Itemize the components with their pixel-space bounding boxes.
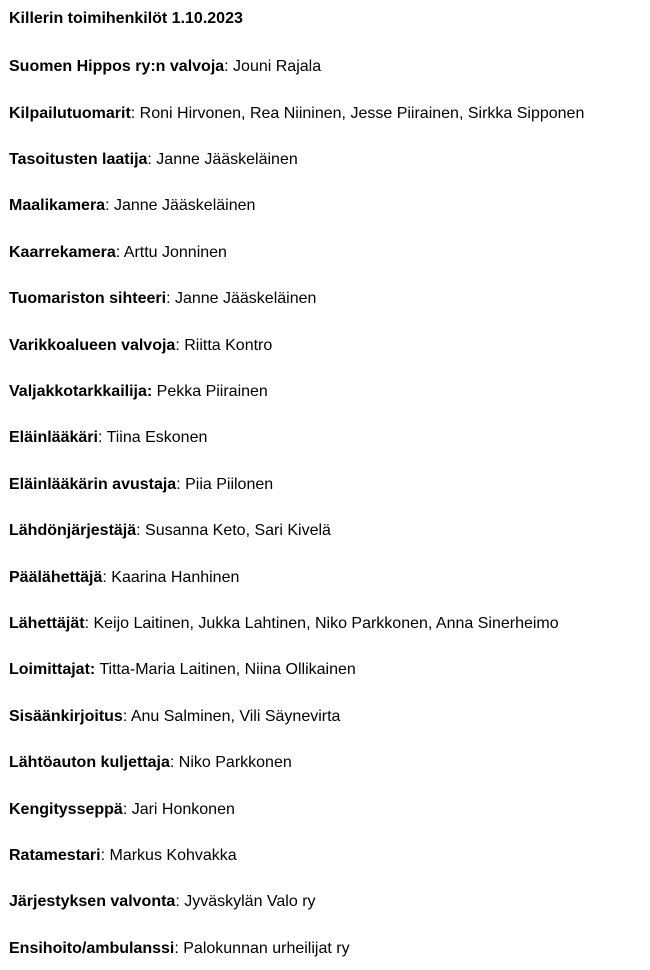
entry-role: Loimittajat: [9,661,96,678]
entry-separator: : [115,244,124,261]
entry-valjakkotarkkailija [9,382,268,402]
entry-lahettajat [9,614,559,634]
entry-paalahettaja [9,568,239,588]
entry-role: Ensihoito/ambulanssi [9,940,175,957]
entry-tuomariston-sihteeri [9,289,316,309]
entry-people: Arttu Jonninen [123,244,227,261]
entry-separator: : [169,754,179,771]
entry-role: Suomen Hippos ry:n valvoja [9,58,225,75]
entry-jarjestyksen-valvonta [9,892,316,912]
entry-kengitysseppa [9,800,235,820]
entry-people: Titta-Maria Laitinen, Niina Ollikainen [99,661,356,678]
entry-role: Lähettäjät [9,615,85,632]
entry-separator: : [147,151,157,168]
entry-role: Valjakkotarkkailija: [9,383,153,400]
entry-elainlaakarin-avustaja [9,475,273,495]
entry-people: Riitta Kontro [184,337,273,354]
entry-kaarrekamera [9,243,227,263]
entry-tasoitusten-laatija [9,150,298,170]
entry-separator: : [130,105,140,122]
entry-role: Järjestyksen valvonta [9,893,176,910]
entry-role: Ratamestari [9,847,101,864]
entry-role: Lähtöauton kuljettaja [9,754,170,771]
entry-ensihoito-ambulanssi [9,939,350,959]
entry-separator: : [122,708,131,725]
entry-elainlaakari [9,428,207,448]
entry-separator: : [175,893,185,910]
entry-separator: : [100,847,110,864]
entry-people: Janne Jääskeläinen [174,290,317,307]
entry-separator: : [166,290,175,307]
entry-lahtoauton-kuljettaja [9,753,292,773]
entry-people: Janne Jääskeläinen [156,151,298,168]
entry-lahdonjarjestaja [9,521,331,541]
entry-people: Markus Kohvakka [109,847,237,864]
entry-separator: : [174,940,184,957]
entry-varikkoalueen-valvoja [9,336,272,356]
entry-role: Sisäänkirjoitus [9,708,123,725]
entry-role: Kaarrekamera [9,244,116,261]
entry-separator: : [175,337,185,354]
entry-separator: : [84,615,94,632]
entry-maalikamera [9,196,255,216]
document-title: Killerin toimihenkilöt 1.10.2023 [9,10,243,27]
entry-people: Kaarina Hanhinen [111,569,240,586]
entry-people: Niko Parkkonen [178,754,292,771]
entry-separator: : [122,801,132,818]
entry-role: Tasoitusten laatija [9,151,148,168]
entry-role: Eläinlääkärin avustaja [9,476,177,493]
entry-people: Pekka Piirainen [156,383,268,400]
entry-people: Jouni Rajala [233,58,322,75]
entry-ratamestari [9,846,237,866]
entry-people: Anu Salminen, Vili Säynevirta [130,708,341,725]
entry-role: Eläinlääkäri [9,429,98,446]
entry-people: Susanna Keto, Sari Kivelä [145,522,331,539]
entry-separator: : [136,522,146,539]
entry-people: Janne Jääskeläinen [113,197,256,214]
entry-people: Jyväskylän Valo ry [184,893,316,910]
entry-separator: : [176,476,186,493]
entry-separator: : [102,569,112,586]
entry-role: Varikkoalueen valvoja [9,337,176,354]
entry-separator: : [224,58,234,75]
entry-separator: : [105,197,114,214]
entry-loimittajat [9,660,356,680]
entry-sisaankirjoitus [9,707,340,727]
entry-people: Piia Piilonen [185,476,274,493]
entry-hippos-valvoja [9,57,321,77]
entry-role: Päälähettäjä [9,569,103,586]
entry-people: Tiina Eskonen [106,429,208,446]
entry-role: Lähdönjärjestäjä [9,522,137,539]
entry-role: Kilpailutuomarit [9,105,131,122]
entry-people: Palokunnan urheilijat ry [183,940,350,957]
entry-kilpailutuomarit [9,104,584,124]
entry-people: Jari Honkonen [131,801,235,818]
entry-role: Tuomariston sihteeri [9,290,167,307]
entry-role: Kengitysseppä [9,801,123,818]
entry-separator: : [97,429,107,446]
entry-people: Roni Hirvonen, Rea Niininen, Jesse Piirainen, Sirkka Sipponen [139,105,585,122]
entry-role: Maalikamera [9,197,106,214]
entry-people: Keijo Laitinen, Jukka Lahtinen, Niko Parkkonen, Anna Sinerheimo [93,615,559,632]
